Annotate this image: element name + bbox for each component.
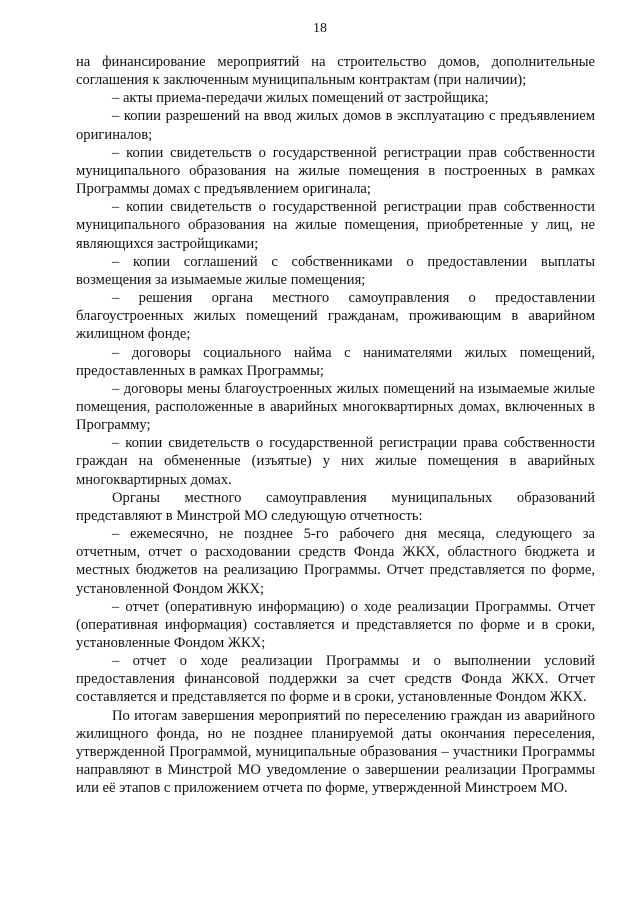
list-item-exchange-contracts: – договоры мены благоустроенных жилых помещений на изымаемые жилые помещения, расположенные в аварийных многоквартирных домах, включенных в Программу; <box>76 380 595 434</box>
list-item-commissioning-permits: – копии разрешений на ввод жилых домов в эксплуатацию с предъявлением оригиналов; <box>76 108 595 143</box>
paragraph-continuation: на финансирование мероприятий на строительство домов, дополнительные соглашения к заключенным муниципальным контрактам (при наличии); <box>76 54 595 89</box>
list-item-citizen-ownership-certificates: – копии свидетельств о государственной регистрации права собственности граждан на обмененные (изъятые) у них жилые помещения в аварийных многоквартирных домах. <box>76 435 595 488</box>
list-item-progress-report: – отчет о ходе реализации Программы и о выполнении условий предоставления финансовой поддержки за счет средств Фонда ЖКХ. Отчет составляется и представляется по форме и в сроки, установленные Фондом ЖКХ. <box>76 653 595 706</box>
list-item-ownership-certificates-purchased: – копии свидетельств о государственной регистрации прав собственности муниципального образования на жилые помещения, приобретенные у лиц, не являющихся застройщиками; <box>76 199 595 252</box>
page-number: 18 <box>313 21 327 36</box>
list-item-operational-report: – отчет (оперативную информацию) о ходе реализации Программы. Отчет (оперативная информация) составляется и представляется по форме и в сроки, установленные Фондом ЖКХ; <box>76 598 595 651</box>
paragraph-completion-notice: По итогам завершения мероприятий по переселению граждан из аварийного жилищного фонда, но не позднее планируемой даты окончания переселения, утвержденной Программой, муниципальные образования – участники Программы направляют в Минстрой МО уведомление о завершении реализации Программы или её этапов с приложением отчета по форме, утвержденной Минстроем МО. <box>76 707 595 797</box>
list-item-monthly-report: – ежемесячно, не позднее 5-го рабочего дня месяца, следующего за отчетным, отчет о расходовании средств Фонда ЖКХ, областного бюджета и местных бюджетов на реализацию Программы. Отчет представляется по форме, установленной Фондом ЖКХ; <box>76 526 595 597</box>
list-item-acceptance-acts: – акты приема-передачи жилых помещений от застройщика; <box>112 90 489 107</box>
list-item-social-rent-contracts: – договоры социального найма с нанимателями жилых помещений, предоставленных в рамках Программы; <box>76 344 595 379</box>
list-item-ownership-certificates-built: – копии свидетельств о государственной регистрации прав собственности муниципального образования на жилые помещения в построенных в рамках Программы домах с предъявлением оригинала; <box>76 144 595 198</box>
list-item-owner-agreements: – копии соглашений с собственниками о предоставлении выплаты возмещения за изымаемые жилые помещения; <box>76 253 595 288</box>
document-body <box>76 53 595 797</box>
paragraph-reporting-intro: Органы местного самоуправления муниципальных образований представляют в Минстрой МО следующую отчетность: <box>76 489 595 524</box>
list-item-local-authority-decisions: – решения органа местного самоуправления о предоставлении благоустроенных жилых помещений гражданам, проживающим в аварийном жилищном фонде; <box>76 290 595 343</box>
